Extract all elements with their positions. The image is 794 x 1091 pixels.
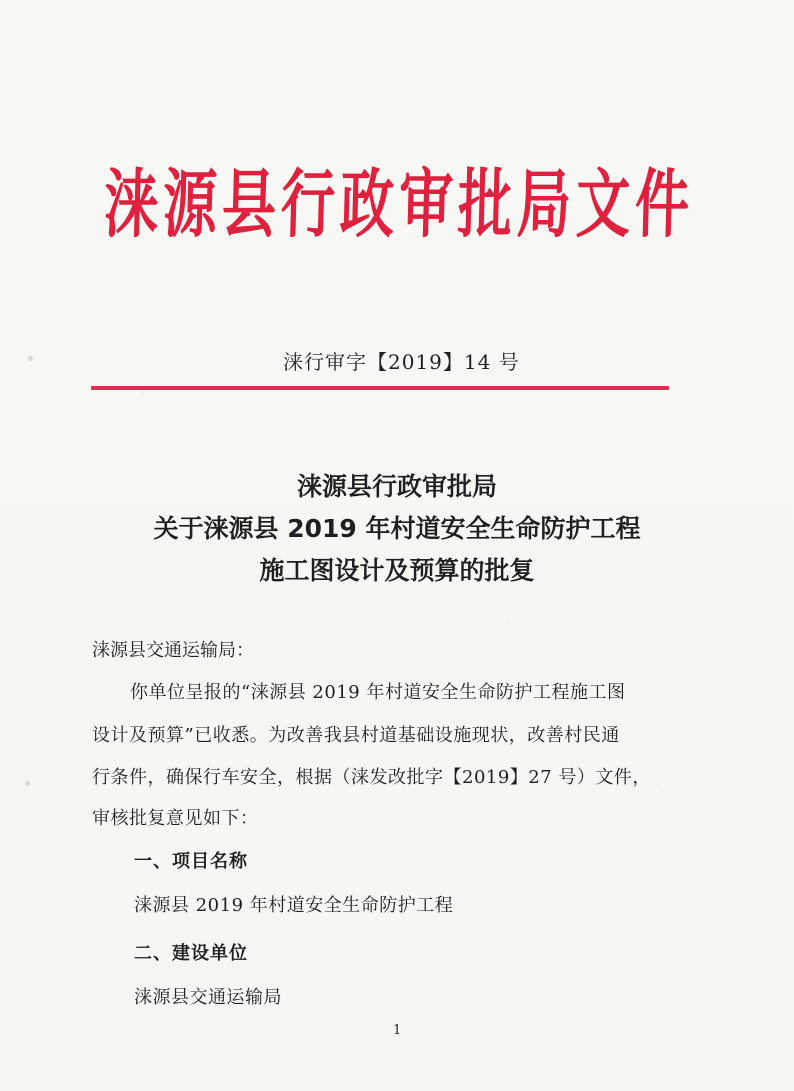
document-title [124,466,670,592]
reverse-side-bleed [512,427,637,451]
reverse-side-bleed [502,845,627,869]
page-number: 1 [393,1023,402,1038]
body-text-line: 行条件，确保行车安全，根据（涞发改批字【2019】27 号）文件， [92,767,651,788]
title-line: 关于涞源县 2019 年村道安全生命防护工程 [153,514,641,543]
body-text-line: 审核批复意见如下： [92,808,259,829]
document-number: 涞行审字【2019】14 号 [283,350,520,374]
section-heading-construction-unit: 二、建设单位 [134,943,248,964]
red-divider-line [91,386,669,390]
project-name-content: 涞源县 2019 年村道安全生命防护工程 [134,895,454,916]
reverse-side-bleed [531,317,629,341]
body-text-line: 设计及预算”已收悉。为改善我县村道基础设施现状，改善村民通 [92,725,620,746]
reverse-side-bleed [598,589,696,613]
scan-artifact-dot [28,356,33,361]
body-text-line: 你单位呈报的“涞源县 2019 年村道安全生命防护工程施工图 [130,682,626,703]
construction-unit-content: 涞源县交通运输局 [134,987,282,1008]
section-heading-project-name: 一、项目名称 [134,851,248,872]
reverse-side-bleed [452,114,550,138]
scan-artifact-dot [25,781,30,786]
document-header: 涞源县行政审批局文件 [102,161,696,248]
recipient-line: 涞源县交通运输局： [92,640,254,661]
title-line: 施工图设计及预算的批复 [259,556,535,585]
title-line: 涞源县行政审批局 [296,472,497,501]
